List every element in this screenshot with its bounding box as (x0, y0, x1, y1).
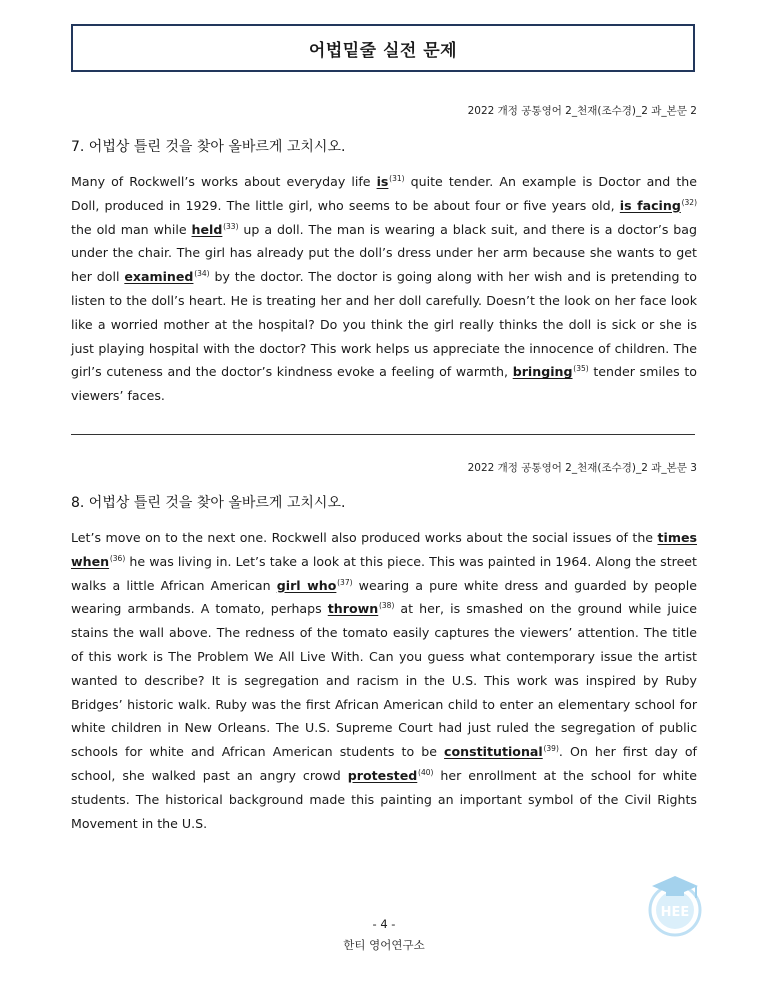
underlined-phrase: held (191, 221, 223, 237)
passage-text: up a doll. The man is wearing a black suit, and there is a doctor’s bag under the chair. The girl has already put the doll’s dress under her arm because she wants to get her doll (71, 221, 697, 285)
blank-number: (36) (109, 553, 126, 563)
title-box (71, 24, 695, 72)
underlined-phrase: protested (347, 767, 418, 783)
passage-text: Let’s move on to the next one. Rockwell also produced works about the social issues of the (71, 530, 658, 545)
underlined-phrase: thrown (327, 601, 379, 617)
footer-organization: 한티 영어연구소 (343, 938, 425, 952)
blank-number: (38) (378, 601, 395, 611)
question-7-passage (71, 170, 697, 408)
underlined-phrase: constitutional (444, 744, 543, 760)
passage-text: tender smiles to viewers’ faces. (71, 364, 697, 404)
underlined-phrase: times when (71, 530, 697, 569)
blank-number: (39) (543, 744, 559, 754)
page-number: - 4 - (372, 917, 396, 931)
blank-number: (32) (681, 197, 698, 207)
passage-text: her enrollment at the school for white students. The historical background made this painting an important symbol of the Civil Rights Movement in the U.S. (71, 767, 697, 831)
section-divider (71, 434, 695, 435)
passage-text: the old man while (71, 221, 192, 237)
passage-text: he was living in. Let’s take a look at this piece. This was painted in 1964. Along the street walks a little African American (71, 553, 697, 593)
passage-text: at her, is smashed on the ground while juice stains the wall above. The redness of the tomato easily captures the viewers’ attention. The title of this work is The Problem We All Live With. Can you guess what contemporary issue the artist wanted to describe? It is segregation and racism in the U.S. This work was inspired by Ruby Bridges’ historic walk. Ruby was the first African American child to enter an elementary school for white children in New Orleans. The U.S. Supreme Court had just ruled the segregation of public schools for white and African American students to be (71, 601, 697, 760)
underlined-phrase: bringing (512, 364, 573, 380)
passage-text: wearing a pure white dress and guarded by people wearing armbands. A tomato, perhaps (71, 577, 697, 617)
question-8-prompt: 8. 어법상 틀린 것을 찾아 올바르게 고치시오. (71, 495, 346, 511)
passage-text: . On her first day of school, she walked past an angry crowd (71, 744, 697, 783)
underlined-phrase: examined (124, 269, 194, 285)
watermark-text: HEE (660, 905, 690, 920)
blank-number: (37) (337, 577, 353, 587)
underlined-phrase: is (376, 174, 389, 189)
passage-text: by the doctor. The doctor is going along with her wish and is pretending to listen to the doll’s heart. He is treating her and her doll carefully. Doesn’t the look on her face look like a worried mother at the hospital? Do you think the girl really thinks the doll is sick or she is just playing hospital with the doctor? This work helps us appreciate the innocence of children. The girl’s cuteness and the doctor’s kindness evoke a feeling of warmth, (71, 269, 697, 380)
blank-number: (40) (418, 767, 434, 777)
blank-number: (35) (573, 364, 589, 374)
passage-text: quite tender. An example is Doctor and the Doll, produced in 1929. The little girl, who seems to be about four or five years old, (71, 174, 697, 213)
blank-number: (31) (389, 174, 405, 183)
question-7-source: 2022 개정 공통영어 2_천재(조수경)_2 과_본문 2 (467, 105, 697, 117)
blank-number: (33) (223, 221, 239, 231)
underlined-phrase: girl who (276, 577, 337, 593)
passage-text: Many of Rockwell’s works about everyday life (71, 174, 377, 189)
question-7-prompt: 7. 어법상 틀린 것을 찾아 올바르게 고치시오. (71, 139, 346, 155)
underlined-phrase: is facing (619, 197, 681, 213)
blank-number: (34) (194, 269, 210, 279)
page-title: 어법밑줄 실전 문제 (308, 40, 458, 61)
question-8-source: 2022 개정 공통영어 2_천재(조수경)_2 과_본문 3 (467, 462, 697, 474)
question-8-passage (71, 526, 697, 835)
